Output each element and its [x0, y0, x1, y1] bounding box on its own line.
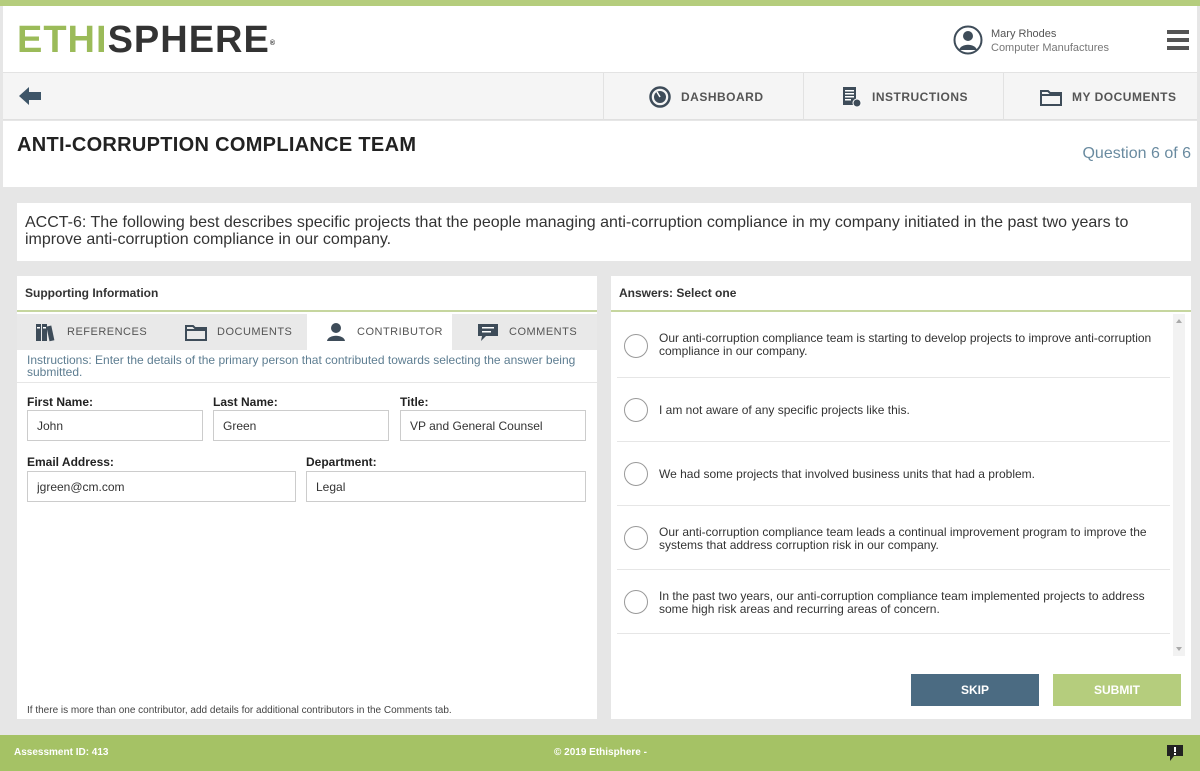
answers-scrollbar[interactable] [1173, 314, 1185, 656]
supporting-information-header: Supporting Information [17, 276, 597, 312]
answers-header: Answers: Select one [611, 276, 1191, 312]
question-counter: Question 6 of 6 [1082, 145, 1191, 162]
department-label: Department: [306, 455, 377, 469]
person-icon [325, 322, 347, 342]
copyright: © 2019 Ethisphere - [554, 747, 647, 758]
nav-dashboard[interactable] [603, 73, 803, 120]
email-field[interactable] [27, 471, 296, 502]
tab-documents-label: DOCUMENTS [217, 326, 293, 338]
feedback-icon[interactable] [1166, 744, 1184, 762]
first-name-label: First Name: [27, 395, 94, 409]
supporting-tabs [17, 314, 597, 350]
answers-panel [611, 276, 1191, 719]
first-name-field[interactable] [27, 410, 203, 441]
ethisphere-logo [17, 20, 276, 60]
instructions-icon [840, 86, 862, 108]
answer-text: We had some projects that involved business units that had a problem. [659, 467, 1035, 481]
user-avatar-icon[interactable] [953, 25, 983, 55]
contributor-footnote: If there is more than one contributor, add details for additional contributors in the Comments tab. [27, 705, 452, 716]
user-company: Computer Manufactures [991, 42, 1109, 54]
answer-option-5[interactable] [617, 570, 1170, 634]
user-name: Mary Rhodes [991, 28, 1057, 40]
title-field[interactable] [400, 410, 586, 441]
folder-icon [185, 322, 207, 342]
answer-text: Our anti-corruption compliance team leads a continual improvement program to improve the systems that address corruption risk in our company. [659, 525, 1147, 552]
department-field[interactable] [306, 471, 586, 502]
divider [17, 382, 597, 383]
last-name-label: Last Name: [213, 395, 278, 409]
answer-text: I am not aware of any specific projects like this. [659, 403, 910, 417]
answer-radio[interactable] [624, 334, 648, 358]
skip-button[interactable]: SKIP [911, 674, 1039, 706]
nav-my-documents-label: MY DOCUMENTS [1072, 89, 1177, 104]
answer-text: In the past two years, our anti-corruption compliance team implemented projects to address some high risk areas and recurring areas of concern. [659, 589, 1145, 616]
answer-option-4[interactable] [617, 506, 1170, 570]
answer-radio[interactable] [624, 398, 648, 422]
answer-option-2[interactable] [617, 378, 1170, 442]
comment-icon [477, 322, 499, 342]
answers-list [617, 314, 1170, 654]
nav-dashboard-label: DASHBOARD [681, 89, 764, 104]
menu-icon[interactable] [1167, 30, 1189, 50]
submit-button[interactable]: SUBMIT [1053, 674, 1181, 706]
tab-documents[interactable] [185, 314, 292, 350]
app-header [3, 6, 1197, 73]
nav-my-documents[interactable] [1003, 73, 1197, 120]
contributor-instructions: Instructions: Enter the details of the primary person that contributed towards selecting the answer being submitted. [27, 353, 576, 379]
logo-part1: ETHI [17, 19, 108, 61]
email-label: Email Address: [27, 455, 114, 469]
answer-option-3[interactable] [617, 442, 1170, 506]
scroll-down-icon[interactable] [1176, 647, 1182, 651]
title-area [3, 121, 1197, 187]
nav-instructions[interactable] [803, 73, 1003, 120]
scroll-up-icon[interactable] [1176, 319, 1182, 323]
answer-radio[interactable] [624, 526, 648, 550]
answer-text: Our anti-corruption compliance team is starting to develop projects to improve anti-corruption compliance in our company. [659, 331, 1152, 358]
books-icon [35, 322, 57, 342]
logo-part2: SPHERE [107, 19, 270, 61]
question-text: ACCT-6: The following best describes specific projects that the people managing anti-corruption compliance in my company initiated in the past two years to improve anti-corruption compliance in our company. [17, 203, 1191, 261]
logo-registered-mark: ® [269, 40, 277, 47]
answer-radio[interactable] [624, 462, 648, 486]
title-label: Title: [400, 395, 429, 409]
tab-comments-label: COMMENTS [509, 326, 578, 338]
folder-icon [1040, 86, 1062, 108]
tab-references-label: REFERENCES [67, 326, 148, 338]
answer-radio[interactable] [624, 590, 648, 614]
tab-references[interactable] [35, 314, 147, 350]
supporting-information-panel [17, 276, 597, 719]
back-arrow-icon[interactable] [17, 85, 43, 107]
tab-contributor[interactable] [307, 314, 452, 350]
nav-instructions-label: INSTRUCTIONS [872, 89, 968, 104]
tab-contributor-label: CONTRIBUTOR [357, 326, 443, 338]
last-name-field[interactable] [213, 410, 389, 441]
answer-option-1[interactable] [617, 314, 1170, 378]
dashboard-icon [649, 86, 671, 108]
app-footer [0, 735, 1200, 771]
assessment-id: Assessment ID: 413 [14, 747, 109, 758]
top-navigation [3, 73, 1197, 120]
page-title: ANTI-CORRUPTION COMPLIANCE TEAM [17, 134, 417, 156]
tab-comments[interactable] [477, 314, 577, 350]
